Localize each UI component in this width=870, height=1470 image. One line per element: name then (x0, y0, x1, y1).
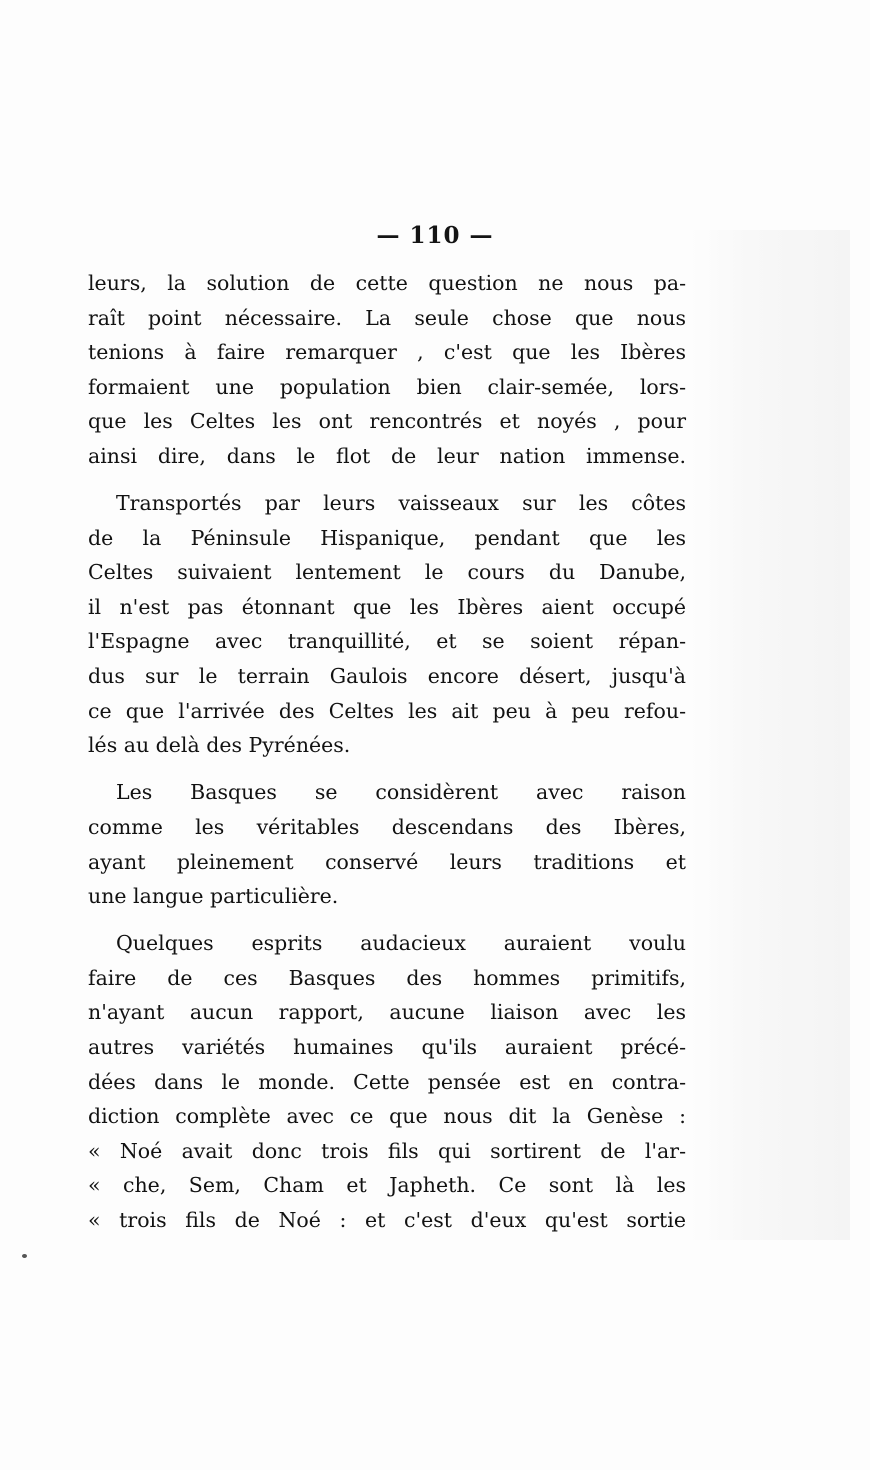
show-through-shadow (690, 230, 850, 1240)
text-line: ainsi dire, dans le flot de leur nation immense. (88, 443, 686, 468)
page-number: — 110 — (376, 222, 494, 249)
text-line: une langue particulière. (88, 884, 339, 909)
text-line: dus sur le terrain Gaulois encore désert, jusqu'à (88, 664, 686, 689)
text-line: formaient une population bien clair-semée, lors- (88, 374, 686, 399)
text-line: n'ayant aucun rapport, aucune liaison avec les (88, 1000, 686, 1025)
text-line: « Noé avait donc trois fils qui sortirent de l'ar- (88, 1138, 686, 1163)
body-text (88, 266, 686, 1250)
text-line: il n'est pas étonnant que les Ibères aient occupé (88, 594, 686, 619)
text-line: ce que l'arrivée des Celtes les ait peu à peu refou- (88, 698, 686, 723)
text-line: « trois fils de Noé : et c'est d'eux qu'est sortie (88, 1207, 686, 1232)
text-line: « che, Sem, Cham et Japheth. Ce sont là les (88, 1173, 686, 1198)
text-line: comme les véritables descendans des Ibères, (88, 814, 686, 839)
ink-speck (22, 1254, 27, 1258)
text-line: lés au delà des Pyrénées. (88, 733, 351, 758)
text-line: dées dans le monde. Cette pensée est en contra- (88, 1069, 686, 1094)
text-line: l'Espagne avec tranquillité, et se soient répan- (88, 629, 686, 654)
text-line: leurs, la solution de cette question ne nous pa- (88, 271, 686, 295)
text-line: Celtes suivaient lentement le cours du Danube, (88, 560, 686, 585)
paragraph-3 (88, 775, 686, 913)
text-line: Quelques esprits audacieux auraient voulu (116, 931, 686, 956)
text-line: raît point nécessaire. La seule chose que nous (88, 305, 686, 330)
text-line: ayant pleinement conservé leurs traditions et (88, 849, 686, 874)
text-line: faire de ces Basques des hommes primitifs, (88, 965, 686, 990)
text-line: de la Péninsule Hispanique, pendant que les (88, 525, 686, 550)
text-line: Transportés par leurs vaisseaux sur les côtes (116, 491, 686, 516)
text-line: Les Basques se considèrent avec raison (116, 780, 686, 805)
text-line: autres variétés humaines qu'ils auraient précé- (88, 1034, 686, 1059)
text-line: diction complète avec ce que nous dit la Genèse : (88, 1104, 686, 1129)
text-line: que les Celtes les ont rencontrés et noyés , pour (88, 409, 686, 434)
paragraph-1 (88, 266, 686, 474)
text-line: tenions à faire remarquer , c'est que les Ibères (88, 340, 686, 365)
paragraph-4 (88, 926, 686, 1237)
paragraph-2 (88, 486, 686, 763)
